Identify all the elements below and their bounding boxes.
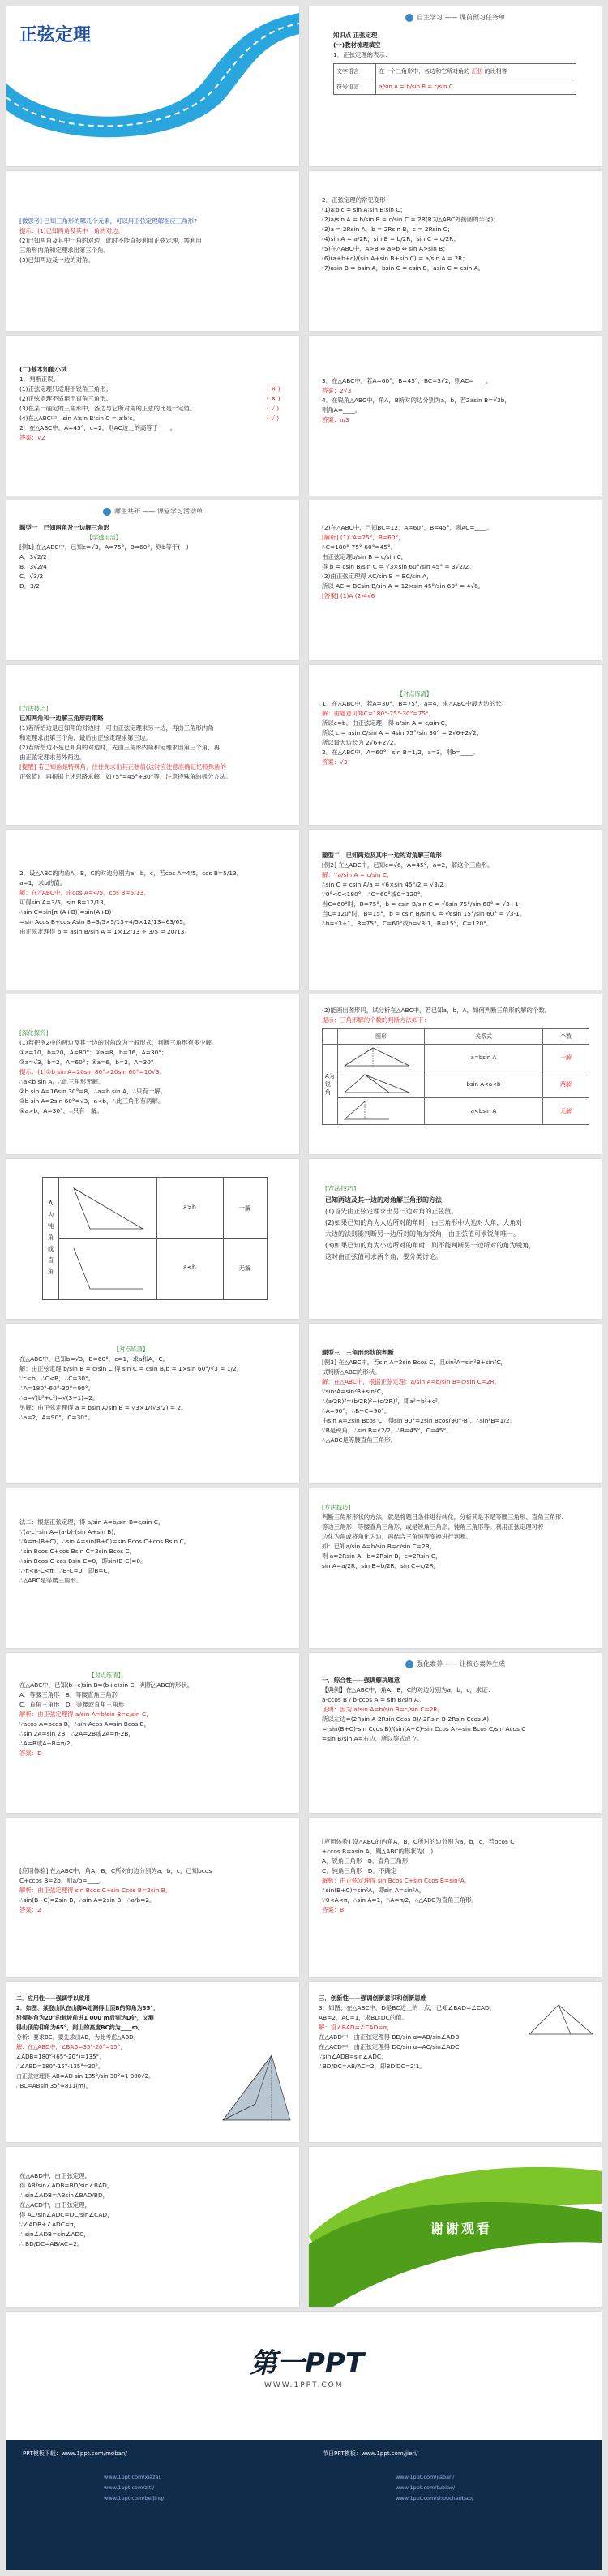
text-line: 解：∵a/sin A = c/sin C， bbox=[322, 871, 393, 878]
text-line: ∴sin Bcos C-cos Bsin C=0，即sin(B-C)=0。 bbox=[19, 1557, 147, 1565]
text-line: 所以c=b。由正弦定理，得 a/sin A = c/sin C， bbox=[322, 719, 452, 727]
text-line: ∵acos A=bcos B，∴sin Acos A=sin Bcos B， bbox=[19, 1720, 151, 1728]
text-line: (3)如果已知的角为小边所对的角时，则不能判断另一边所对的角为锐角， bbox=[325, 1242, 536, 1249]
slide-quiz-2 bbox=[309, 336, 602, 496]
text-line: (5)在△ABC中，A>B ⇔ a>b ⇔ sin A>sin B； bbox=[322, 245, 449, 252]
section-tag: 【学透用活】 bbox=[86, 534, 122, 541]
text-line: 由正弦定理求另外两边。 bbox=[19, 753, 86, 761]
text-line: ∵c<b，∴C<B，∴C=30°。 bbox=[19, 1375, 95, 1382]
slide-thanks bbox=[309, 2147, 602, 2307]
text-line: 三．创新性——强调创新意识和创新思维 bbox=[319, 1994, 427, 2002]
text-line: A．3√2/2 bbox=[19, 553, 47, 560]
thanks-text: 谢谢观看 bbox=[430, 2221, 493, 2236]
text-line: 提示：(1)①b sin A=20sin 80°>20sin 60°=10√3， bbox=[19, 1068, 165, 1075]
text-line: ∴sin C=sin[π-(A+B)]=sin(A+B) bbox=[19, 908, 112, 916]
slide-innovation bbox=[309, 1982, 602, 2142]
text-line: ③a=√3，b=2，A=60°；④a=6，b=2，A=30° bbox=[19, 1058, 154, 1066]
text-line: 2．设△ABC的内角A，B，C的对边分别为a，b，c，若cos A=4/5，cos B=5/13， bbox=[19, 869, 243, 877]
text-line: [应用体验] 设△ABC的内角A，B，C所对的边分别为a，b，c，若bcos C bbox=[322, 1838, 515, 1845]
text-line: 知识点 正弦定理 bbox=[333, 32, 378, 39]
slide-deep-explore bbox=[6, 994, 299, 1154]
text-line: (6)(a+b+c)/(sin A+sin B+sin C) = a/sin A = 2R； bbox=[322, 255, 469, 262]
slide-method2 bbox=[309, 1159, 602, 1319]
text-line: (2)a/sin A = b/sin B = c/sin C = 2R(R为△ABC外接圆的半径)； bbox=[322, 216, 499, 223]
section-header: 自主学习 —— 课前预习任务单 bbox=[309, 11, 602, 24]
link-text[interactable]: www.1ppt.com/beijing/ bbox=[104, 2495, 165, 2501]
section-tag: 【对点练清】 bbox=[396, 690, 432, 698]
text-line: (7)asin B = bsin A，bsin C = csin B，asin C = csin A。 bbox=[322, 264, 485, 272]
text-line: 3．如图，在△ABC中，D是BC边上的一点，已知∠BAD=∠CAD， bbox=[319, 2004, 496, 2011]
text-line: ∴(a/2R)²=(b/2R)²+(c/2R)²，即a²=b²+c²， bbox=[322, 1397, 444, 1405]
text-line: ∵A=π-(B+C)，∴sin A=sin(B+C)=sin Bcos C+cos Bsin C， bbox=[19, 1538, 190, 1545]
link-text[interactable]: www.1ppt.com/xiazai/ bbox=[104, 2474, 162, 2480]
text-line: 解析：由正弦定理得 a/sin A=b/sin B=c/sin C， bbox=[19, 1711, 152, 1718]
text-line: 所以 AC = BCsin B/sin A = 12×sin 45°/sin 60° = 4√6。 bbox=[322, 582, 485, 590]
text-line: 已知两角和一边解三角形的策略 bbox=[19, 715, 104, 722]
text-line: AB=2，AC=1，求BD∶DC的值。 bbox=[319, 2014, 408, 2021]
text-line: ∵sin²A=sin²B+sin²C， bbox=[322, 1388, 387, 1395]
text-line: [方法技巧] bbox=[19, 705, 49, 712]
text-line: (1)a∶b∶c = sin A∶sin B∶sin C； bbox=[322, 206, 406, 213]
text-line: ∴BC=ABsin 35°≈811(m)。 bbox=[16, 2083, 92, 2089]
text-line: ∴ sin∠ADB=ABsin∠BAD/BD， bbox=[19, 2192, 109, 2199]
text-line: 解：在△ABC中，由cos A=4/5，cos B=5/13， bbox=[19, 889, 150, 896]
text-line: 正弦值)，再根据上述思路求解，如75°=45°+30°等，注意特殊角的拆分方法。 bbox=[19, 773, 232, 780]
text-line: =(sin(B+C)-sin Ccos B)/(sin(A+C)-sin Ccos A)=sin Bcos C/sin Acos C bbox=[322, 1725, 526, 1732]
text-line: 得山顶的仰角为65°，则山的高度BC约为____m。 bbox=[16, 2024, 144, 2031]
text-line: ∴△ABC是等腰三角形。 bbox=[19, 1577, 83, 1584]
text-line: (3)已知两边及一边的对角。 bbox=[19, 256, 94, 264]
text-line: [例1] 在△ABC中，已知c=√3，A=75°，B=60°，则b等于( ) bbox=[19, 543, 189, 551]
text-line: 所以左边=(2Rsin A-2Rsin Ccos B)/(2Rsin B-2Rsin Ccos A) bbox=[322, 1715, 490, 1723]
text-line: 答案：D bbox=[19, 1750, 42, 1757]
text-line: 在△ABC中，已知(b+c)sin B=(b+c)sin C，判断△ABC的形状。 bbox=[19, 1681, 194, 1689]
text-line: 1．判断正误。 bbox=[19, 376, 60, 383]
text-line: 分析：要求BC，要先求出AB，为此考虑△ABD。 bbox=[16, 2034, 139, 2041]
text-line: 4．在锐角△ABC中，角A，B所对的边分别为a，b，若2asin B=√3b， bbox=[322, 397, 511, 404]
text-line: [方法技巧] bbox=[325, 1185, 357, 1192]
text-line: 答案：√2 bbox=[19, 434, 45, 441]
text-line: ①a=10，b=20，A=80°；②a=8，b=16，A=30°； bbox=[19, 1049, 168, 1056]
text-line: 1．在△ABC中，若A=30°，B=75°，a=4，求△ABC中最大边的长。 bbox=[322, 700, 507, 707]
text-line: C．√3/2 bbox=[19, 573, 44, 580]
text-line: 2．在△ABC中，A=60°，sin B=1/2，a=3，则b=____。 bbox=[322, 749, 479, 756]
text-line: 解：在△ABD中，∠BAD=35°-20°=15°， bbox=[16, 2044, 126, 2050]
text-line: C+ccos B=2b，则a/b=____。 bbox=[19, 1877, 105, 1884]
slide-method1 bbox=[6, 665, 299, 825]
text-line: ∴sin(B+C)=2sin B，∴sin A=2sin B，∴a/b=2。 bbox=[19, 1896, 156, 1904]
text-line: ∵∠ADB+∠ADC=π， bbox=[19, 2221, 79, 2228]
text-line: ②b sin A=16sin 30°=8，∴a=b sin A，∴只有一解。 bbox=[19, 1088, 167, 1095]
text-line: 2．如图，某登山队在山脚A处测得山顶B的仰角为35°， bbox=[16, 2005, 159, 2011]
text-line: 已知两边及其一边的对角解三角形的方法 bbox=[325, 1196, 442, 1204]
text-line: ∴a=√(b²+c²)=√(3+1)=2。 bbox=[19, 1394, 99, 1402]
text-line: 法二：根据正弦定理，得 a/sin A=b/sin B=c/sin C， bbox=[19, 1518, 165, 1526]
text-line: 答案：B bbox=[322, 1906, 345, 1913]
obtuse-triangle-figure bbox=[66, 1184, 152, 1234]
text-line: ∴ sin∠ADB=sin∠ADC， bbox=[19, 2230, 90, 2238]
text-line: A．等腰三角形 B．等腰直角三角形 bbox=[19, 1691, 118, 1698]
text-line: (2)如果已知的角为大边所对的角时，由三角形中大边对大角，大角对 bbox=[325, 1219, 523, 1226]
slide-obtuse-table bbox=[6, 1159, 299, 1319]
text-line: 在△ABC中，已知b=√3，B=60°，c=1，求a和A，C。 bbox=[19, 1355, 169, 1363]
text-line: a-ccos B / b-ccos A = sin B/sin A。 bbox=[322, 1696, 425, 1703]
text-line: B．3√2/4 bbox=[19, 563, 47, 570]
text-line: 解：设∠BAD=∠CAD=α， bbox=[319, 2024, 393, 2031]
text-line: (3)a = 2Rsin A，b = 2Rsin B，c = 2Rsin C； bbox=[322, 225, 454, 233]
text-line: [例2] 在△ABC中，已知c=√6，A=45°，a=2，解这个三角形。 bbox=[322, 861, 494, 869]
text-line: =sin B/sin A=右边，所以等式成立。 bbox=[322, 1735, 423, 1742]
text-line: 和定理求出第三个角，最后由正弦定理求第三边。 bbox=[19, 734, 152, 741]
text-line: ∴sin(B+C)=sin²A，即sin A=sin²A， bbox=[322, 1887, 426, 1894]
text-line: ∴A=180°-60°-30°=90°。 bbox=[19, 1385, 94, 1392]
text-line: 答案：2√3 bbox=[322, 387, 352, 394]
slide-method3 bbox=[309, 1488, 602, 1648]
text-line: 解：在△ABC中，根据正弦定理：a/sin A=b/sin B=c/sin C=2R， bbox=[322, 1378, 501, 1385]
text-line: (2)若所给边不是已知角的对边时，先由三角形内角和定理求出第三个角，再 bbox=[19, 744, 220, 751]
section-tag: 【对点练清】 bbox=[88, 1672, 124, 1679]
link-text[interactable]: 节日PPT模板：www.1ppt.com/jieri/ bbox=[323, 2450, 418, 2457]
slide-variations bbox=[309, 171, 602, 331]
text-line: ∵0<A<π，∴sin A=1，∴A=π/2，∴△ABC为直角三角形。 bbox=[322, 1896, 477, 1904]
text-line: 提示：三角形解的个数的判断方法如下： bbox=[322, 1016, 430, 1024]
text-line: (2)能画出图形吗，试分析在△ABC中，若已知a，b，A，如何判断三角形的解的个数。 bbox=[322, 1007, 551, 1014]
text-line: 题型三 三角形形状的判断 bbox=[322, 1349, 394, 1356]
logo: 第一PPT bbox=[250, 2347, 365, 2380]
mountain-figure bbox=[219, 2047, 293, 2124]
text-line: 由正弦定理得 AB=AD·sin 135°/sin 30°=1 000√2。 bbox=[16, 2073, 155, 2080]
slide-title-text: 正弦定理 bbox=[19, 25, 92, 45]
slide-practice1 bbox=[309, 665, 602, 825]
text-line: [应用体验] 在△ABC中，角A，B，C所对的边分别为a，b，c，已知bcos bbox=[19, 1867, 212, 1874]
text-line: 由正弦定理得 b = asin B/sin A = 1×12/13 ÷ 3/5 = 20/13。 bbox=[19, 928, 191, 935]
text-line: 当C=60°时，B=75°，b = csin B/sin C = √6sin 75°/sin 60° = √3+1； bbox=[322, 900, 525, 908]
text-line: ∴A=90°，∴B+C=90°。 bbox=[322, 1407, 391, 1415]
text-line: 如：已知a/sin A=b/sin B=c/sin C=2R， bbox=[322, 1543, 436, 1550]
triangle-figure bbox=[340, 1045, 413, 1068]
text-line: 等边三角形、等腰直角三角形，或是锐角三角形、钝角三角形等。利用正弦定理可将 bbox=[322, 1523, 544, 1531]
text-line: 得 AC/sin∠ADC=DC/sin∠CAD， bbox=[19, 2211, 113, 2218]
header-dot-icon bbox=[405, 14, 413, 22]
text-line: 判断三角形形状的方法，就是将题目条件进行转化，分析其是不是等腰三角形、直角三角形、 bbox=[322, 1513, 568, 1521]
text-line: C．直角三角形 D．等腰或直角三角形 bbox=[19, 1701, 125, 1708]
text-line: ∵-π<B-C<π，∴B-C=0，即B=C。 bbox=[19, 1567, 114, 1574]
text-line: 所以最大边长为 2√6+2√2。 bbox=[322, 739, 400, 746]
text-line: (1)首先由正弦定理求出另一边对角的正弦值。 bbox=[325, 1208, 458, 1215]
text-line: ∴C=180°-75°-60°=45°。 bbox=[322, 543, 397, 551]
text-line: A．锐角三角形 B．直角三角形 bbox=[322, 1857, 409, 1865]
text-line: (4)sin A = a/2R，sin B = b/2R，sin C = c/2R； bbox=[322, 235, 460, 243]
slide-quiz bbox=[6, 336, 299, 496]
slide-solution-count bbox=[309, 994, 602, 1154]
text-line: 另解：由正弦定理得 a = bsin A/sin B = √3×1/(√3/2) = 2。 bbox=[19, 1404, 187, 1411]
slide-title bbox=[6, 6, 299, 166]
slide-application3 bbox=[6, 1982, 299, 2142]
text-line: ∵B是锐角，∴sin B=√2/2，∴B=45°，C=45°。 bbox=[322, 1427, 452, 1434]
text-line: ∠ADB=180°-(65°-20°)=135°， bbox=[16, 2054, 105, 2060]
text-line: 在△ACD中，由正弦定理， bbox=[19, 2201, 91, 2209]
text-line: ④a>b，A=30°，∴只有一解。 bbox=[19, 1107, 103, 1114]
text-line: 答案：2 bbox=[19, 1906, 41, 1913]
text-line: ∴A=B或A+B=π/2， bbox=[19, 1740, 76, 1747]
text-line: 2．正弦定理的常见变形： bbox=[322, 196, 392, 204]
triangle-figure bbox=[340, 1072, 413, 1095]
text-line: ∴a<b sin A，∴此三角形无解。 bbox=[19, 1078, 105, 1085]
slide-application2 bbox=[309, 1818, 602, 1977]
text-line: +ccos B=asin A，则△ABC的形状为( ) bbox=[322, 1848, 434, 1855]
header-dot-icon bbox=[405, 1660, 413, 1668]
definition-table: 文字语言 在一个三角形中，各边和它所对角的 正弦 的比相等 符号语言 a/sin A = b/sin B = c/sin C bbox=[333, 63, 576, 95]
text-line: D．3/2 bbox=[19, 582, 40, 590]
text-line: ③b sin A=2sin 60°=√3，a<b，∴此三角形有两解。 bbox=[19, 1097, 165, 1105]
link-text[interactable]: www.1ppt.com/jiaoan/ bbox=[396, 2474, 455, 2480]
text-line: 三角形内角和定理求出第三个角。 bbox=[19, 247, 109, 254]
text-line: (1)正弦定理只适用于锐角三角形。 ( ✕ ) bbox=[19, 385, 280, 393]
text-line: [答案] (1)A (2)4√6 bbox=[322, 592, 375, 599]
slide-example1-solution bbox=[309, 500, 602, 660]
text-line: ∵sin∠ADB=sin∠ADC， bbox=[319, 2053, 387, 2060]
logo-url: WWW.1PPT.COM bbox=[264, 2381, 344, 2389]
text-line: 由正弦定理b/sin B = c/sin C， bbox=[322, 553, 408, 560]
slide-footer-ad bbox=[6, 2312, 602, 2570]
text-line: sin A=a/2R，sin B=b/2R，sin C=c/2R。 bbox=[322, 1562, 440, 1569]
text-line: 答案：√3 bbox=[322, 758, 348, 766]
footer-panel bbox=[6, 2440, 602, 2570]
text-line: ∴△ABC是等腰直角三角形。 bbox=[322, 1436, 397, 1444]
solution-count-table: 图形 关系式 个数 A为锐角 a=bsin A 一解 bsin A<a<b 两解 a<bsin A 无解 bbox=[322, 1028, 589, 1125]
text-line: [方法技巧] bbox=[322, 1504, 351, 1511]
text-line: 所以 c = asin C/sin A = 4sin 75°/sin 30° = 2√6+2√2。 bbox=[322, 729, 483, 736]
slide-practice1b bbox=[6, 830, 299, 990]
slide-example2 bbox=[309, 830, 602, 990]
text-line: (2)已知两角及其中一角的对边，此时不能直接利用正弦定理，需利用 bbox=[19, 237, 202, 244]
text-line: 边化为角或将角化为边，再结合三角恒等变换进行判断。 bbox=[322, 1533, 472, 1540]
text-line: (1)若把例2中的两边及其一边的对角改为一般形式，判断三角形有多少解。 bbox=[19, 1039, 218, 1046]
text-line: 题型一 已知两角及一边解三角形 bbox=[19, 524, 109, 531]
text-line: ∴a=2，A=90°，C=30°。 bbox=[19, 1414, 94, 1421]
text-line: a=1，求b的值。 bbox=[19, 879, 66, 887]
obtuse-triangle-figure bbox=[66, 1244, 152, 1294]
text-line: 一．综合性——强调解决题意 bbox=[322, 1677, 400, 1684]
text-line: 提示：(1)已知两角及其中一角的对边。 bbox=[19, 227, 124, 234]
text-line: (4)在△ABC中，sin A∶sin B∶sin C = a∶b∶c。 ( √ ) bbox=[19, 414, 280, 422]
text-line: 这时由正弦值可求两个角，要分类讨论。 bbox=[325, 1253, 442, 1260]
text-line: 试判断△ABC的形状。 bbox=[322, 1368, 381, 1376]
section-tag: 【对点练清】 bbox=[113, 1346, 149, 1353]
text-line: 3．在△ABC中，若A=60°，B=45°，BC=3√2，则AC=____。 bbox=[322, 377, 492, 384]
text-line: (2)正弦定理不适用于直角三角形。 ( ✕ ) bbox=[19, 395, 280, 402]
text-line: 在△ABD中，由正弦定理得 BD/sin α=AB/sin∠ADB， bbox=[319, 2033, 465, 2041]
text-line: 当C=120°时，B=15°，b = csin B/sin C = √6sin 15°/sin 60° = √3-1。 bbox=[322, 910, 526, 917]
section-header: 师生共研 —— 课堂学习活动单 bbox=[6, 505, 299, 518]
text-line: 则 a=2Rsin A，b=2Rsin B，c=2Rsin C， bbox=[322, 1552, 442, 1560]
text-line: (2)在△ABC中，已知BC=12，A=60°，B=45°，则AC=____。 bbox=[322, 524, 493, 531]
text-line: 题型二 已知两边及其中一边的对角解三角形 bbox=[322, 852, 442, 859]
slide-example3 bbox=[309, 1324, 602, 1483]
text-line: 解：由题意可知C=180°-75°-30°=75°， bbox=[322, 710, 435, 717]
text-line: 二．应用性——强调学以致用 bbox=[16, 1995, 90, 2002]
text-line: 解：由正弦定理 b/sin B = c/sin C 得 sin C = csin B/b = 1×sin 60°/√3 = 1/2。 bbox=[19, 1365, 243, 1372]
text-line: ∴b=√3+1，B=75°，C=60°或b=√3-1，B=15°，C=120°。 bbox=[322, 920, 493, 927]
text-line: [解析] (1)∵A=75°，B=60°， bbox=[322, 534, 405, 541]
text-line: [提醒] 若已知角是特殊角，往往先求出其正弦值(这时应注意准确记忆特殊角的 bbox=[19, 763, 226, 771]
text-line: 得 AB/sin∠ADB=BD/sin∠BAD， bbox=[19, 2182, 113, 2189]
slide-knowledge bbox=[309, 6, 602, 166]
obtuse-case-table: A 为 钝 角 或 直 角 a>b 一解 a≤b 无解 bbox=[42, 1177, 268, 1300]
text-line: 答案：π/3 bbox=[322, 416, 349, 423]
text-line: 解析：由正弦定理得 sin Bcos C+sin Ccos B=sin²A， bbox=[322, 1877, 471, 1884]
slide-literacy bbox=[309, 1653, 602, 1813]
text-line: (1)若所给边是已知角的对边时，可由正弦定理求另一边，再由三角形内角 bbox=[19, 724, 214, 732]
text-line: C．钝角三角形 D．不确定 bbox=[322, 1867, 397, 1874]
text-line: (二)基本知能小试 bbox=[19, 366, 67, 373]
triangle-bisector-figure bbox=[526, 2002, 596, 2037]
text-line: 在△ABD中，由正弦定理， bbox=[19, 2172, 92, 2179]
text-line: ∴sin 2A=sin 2B，∴2A=2B或2A=π-2B， bbox=[19, 1730, 135, 1737]
link-text[interactable]: www.1ppt.com/ziti/ bbox=[104, 2484, 155, 2491]
text-line: 得 b = csin B/sin C = √3×sin 60°/sin 45° = 3√2/2。 bbox=[322, 563, 475, 570]
slide-think bbox=[6, 171, 299, 331]
slide-footer: 第一PPT模板网-WWW.1PPT.COM bbox=[83, 153, 165, 160]
text-line: ∵(a-c)·sin A=(a-b)·(sin A+sin B)， bbox=[19, 1528, 120, 1535]
text-line: (3)在某一确定的三角形中，各边与它所对角的正弦的比是一定值。 ( √ ) bbox=[19, 405, 280, 412]
text-line: ∴∠ABD=180°-15°-135°=30°。 bbox=[16, 2063, 105, 2070]
text-line: 解析：由正弦定理得 sin Bcos C+sin Ccos B=2sin B， bbox=[19, 1887, 172, 1894]
text-line: 证明：因为 a/sin A=b/sin B=c/sin C=2R， bbox=[322, 1706, 443, 1713]
text-line: [例3] 在△ABC中，若sin A=2sin Bcos C，且sin²A=sin²B+sin²C， bbox=[322, 1359, 507, 1366]
text-line: 【典例】在△ABC中，角A，B，C的对边分别为a，b，c，求证： bbox=[322, 1686, 495, 1694]
header-dot-icon bbox=[103, 508, 111, 516]
text-line: [深化探究] bbox=[19, 1029, 49, 1037]
text-line: 在△ACD中，由正弦定理得 DC/sin α=AC/sin∠ADC， bbox=[319, 2043, 465, 2050]
text-line: (一)教材梳理填空 bbox=[333, 41, 381, 49]
slide-example1 bbox=[6, 500, 299, 660]
triangle-figure bbox=[340, 1099, 413, 1122]
section-header: 强化素养 —— 让核心素养生成 bbox=[309, 1658, 602, 1671]
text-line: (2)由正弦定理得 AC/sin B = BC/sin A， bbox=[322, 573, 433, 580]
link-text[interactable]: www.1ppt.com/tubiao/ bbox=[396, 2484, 456, 2491]
text-line: =sin Acos B+cos Asin B=3/5×5/13+4/5×12/13=63/65。 bbox=[19, 918, 190, 925]
slide-application1 bbox=[6, 1818, 299, 1977]
slide-practice3 bbox=[6, 1653, 299, 1813]
text-line: 可得sin A=3/5，sin B=12/13， bbox=[19, 899, 110, 906]
text-line: 由sin A=2sin Bcos C，得sin 90°=2sin Bcos(90°-B)，∴sin²B=1/2。 bbox=[322, 1417, 516, 1424]
slide-innovation-2 bbox=[6, 2147, 299, 2307]
link-text[interactable]: www.1ppt.com/shouchaobao/ bbox=[396, 2495, 474, 2501]
text-line: 2．在△ABC中，A=45°，c=2，则AC边上的高等于____。 bbox=[19, 424, 177, 431]
text-line: ∵0°<C<180°，∴C=60°或C=120°。 bbox=[322, 891, 426, 898]
text-line: [微思考] 已知三角形的哪几个元素，可以用正弦定理解相应三角形? bbox=[19, 217, 197, 225]
text-line: ∴sin C = csin A/a = √6×sin 45°/2 = √3/2。 bbox=[322, 881, 450, 888]
text-line: ∴sin Bcos C+cos Bsin C=2sin Bcos C， bbox=[19, 1548, 136, 1555]
text-line: ∴ BD/DC=AB/AC=2。 bbox=[19, 2240, 83, 2248]
link-text[interactable]: PPT模板下载：www.1ppt.com/moban/ bbox=[23, 2450, 127, 2457]
text-line: 大边的法则能判断另一边所对的角为锐角，由正弦值可求锐角唯一。 bbox=[325, 1230, 520, 1238]
text-line: 沿倾斜角为20°的斜坡前进1 000 m后到达D处，又测 bbox=[16, 2015, 154, 2021]
text-line: 则角A=____。 bbox=[322, 406, 362, 414]
text-line: 1．正弦定理的表示： bbox=[333, 51, 392, 58]
text-line: ∴BD/DC=AB/AC=2，即BD∶DC=2∶1。 bbox=[319, 2063, 426, 2070]
slide-practice2 bbox=[6, 1324, 299, 1483]
slide-example3-method2 bbox=[6, 1488, 299, 1648]
